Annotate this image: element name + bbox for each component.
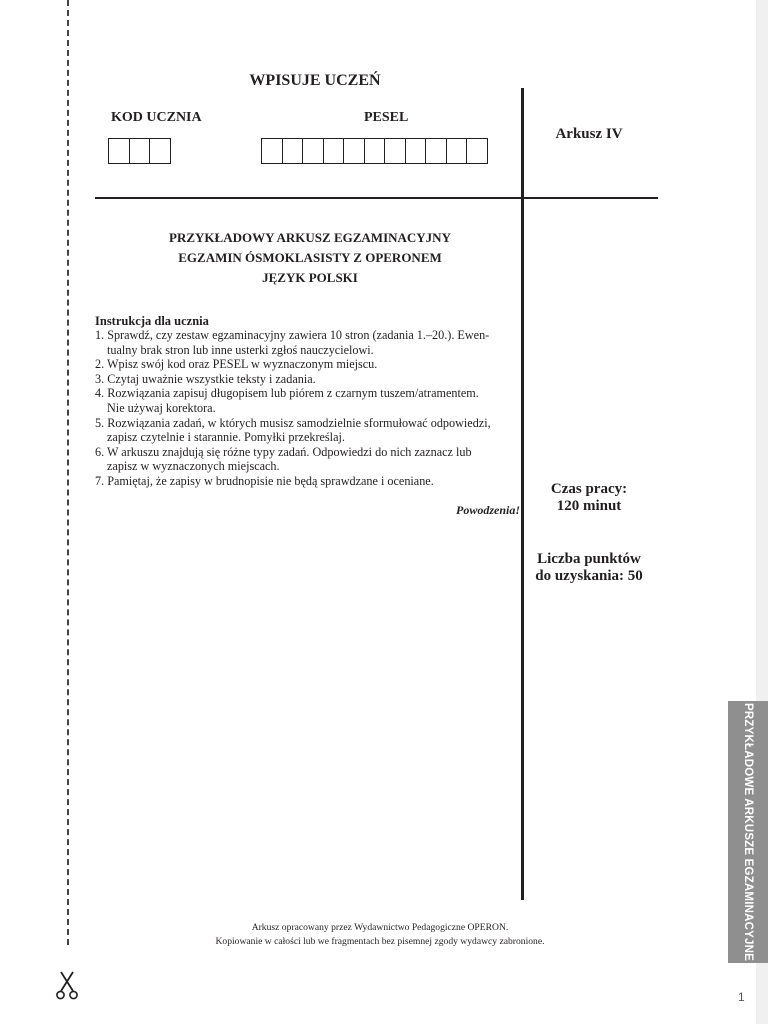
student-section-title: WPISUJE UCZEŃ (249, 72, 381, 89)
instruction-line: 3. Czytaj uważnie wszystkie teksty i zadania. (95, 371, 316, 386)
max-points-label: Liczba punktów (537, 551, 641, 567)
page-number: 1 (738, 990, 745, 1004)
instruction-item (95, 372, 521, 387)
kod-digit-box[interactable] (150, 139, 171, 163)
kod-digit-box[interactable] (130, 139, 151, 163)
instruction-item (95, 328, 521, 357)
pesel-digit-box[interactable] (303, 139, 324, 163)
publisher-footer (160, 921, 600, 949)
kod-digit-box[interactable] (109, 139, 130, 163)
pesel-digit-box[interactable] (344, 139, 365, 163)
instruction-line: 4. Rozwiązania zapisuj długopisem lub piórem z czarnym tuszem/atramentem. (95, 386, 479, 401)
cut-line (67, 0, 69, 945)
instruction-item (95, 416, 521, 445)
footer-line1: Arkusz opracowany przez Wydawnictwo Pedagogiczne OPERON. (251, 922, 509, 933)
max-points (528, 551, 650, 585)
instruction-line: 1. Sprawdź, czy zestaw egzaminacyjny zawiera 10 stron (zadania 1.–20.). Ewen- (95, 328, 490, 342)
pesel-digit-box[interactable] (324, 139, 345, 163)
exam-title-block (110, 228, 510, 288)
pesel-label: PESEL (364, 110, 409, 125)
pesel-field[interactable] (261, 138, 488, 164)
pesel-digit-box[interactable] (426, 139, 447, 163)
horizontal-divider (95, 197, 658, 199)
pesel-digit-box[interactable] (467, 139, 488, 163)
pesel-digit-box[interactable] (283, 139, 304, 163)
exam-time-label: Czas pracy: (550, 481, 628, 497)
exam-title-line2: EGZAMIN ÓSMOKLASISTY Z OPERONEM (178, 250, 442, 265)
arkusz-label: Arkusz IV (555, 126, 623, 142)
instruction-line: 6. W arkuszu znajdują się różne typy zadań. Odpowiedzi do nich zaznacz lub (95, 444, 472, 459)
closing-text: Powodzenia! (455, 503, 520, 517)
instructions-list (95, 328, 521, 489)
instruction-line-continued: zapisz w wyznaczonych miejscach. (107, 459, 280, 474)
exam-time-value: 120 minut (556, 498, 622, 514)
footer-line2: Kopiowanie w całości lub we fragmentach bez pisemnej zgody wydawcy zabronione. (215, 936, 545, 947)
pesel-digit-box[interactable] (365, 139, 386, 163)
instruction-item (95, 474, 521, 489)
instructions-heading: Instrukcja dla ucznia (95, 314, 209, 328)
exam-title-line1: PRZYKŁADOWY ARKUSZ EGZAMINACYJNY (169, 230, 451, 245)
pesel-digit-box[interactable] (262, 139, 283, 163)
scissors-icon (54, 971, 80, 1001)
instruction-line: 2. Wpisz swój kod oraz PESEL w wyznaczonym miejscu. (95, 357, 378, 372)
instruction-item (95, 386, 521, 415)
exam-time (528, 481, 650, 515)
side-tab-label: PRZYKŁADOWE ARKUSZE EGZAMINACYJNE (742, 703, 754, 961)
max-points-value: do uzyskania: 50 (535, 568, 643, 584)
pesel-digit-box[interactable] (385, 139, 406, 163)
pesel-digit-box[interactable] (406, 139, 427, 163)
side-tab (728, 701, 768, 963)
kod-ucznia-label: KOD UCZNIA (111, 110, 202, 125)
pesel-digit-box[interactable] (447, 139, 468, 163)
kod-ucznia-field[interactable] (108, 138, 171, 164)
instruction-line: 5. Rozwiązania zadań, w których musisz samodzielnie sformułować odpowiedzi, (95, 415, 491, 430)
instruction-item (95, 357, 521, 372)
instruction-item (95, 445, 521, 474)
vertical-divider (521, 88, 524, 900)
instruction-line-continued: zapisz czytelnie i starannie. Pomyłki przekreślaj. (107, 430, 345, 445)
instruction-line-continued: tualny brak stron lub inne usterki zgłoś nauczycielowi. (107, 342, 374, 357)
instruction-line: 7. Pamiętaj, że zapisy w brudnopisie nie będą sprawdzane i oceniane. (95, 473, 434, 488)
instruction-line-continued: Nie używaj korektora. (107, 400, 216, 415)
exam-title-line3: JĘZYK POLSKI (262, 270, 358, 285)
